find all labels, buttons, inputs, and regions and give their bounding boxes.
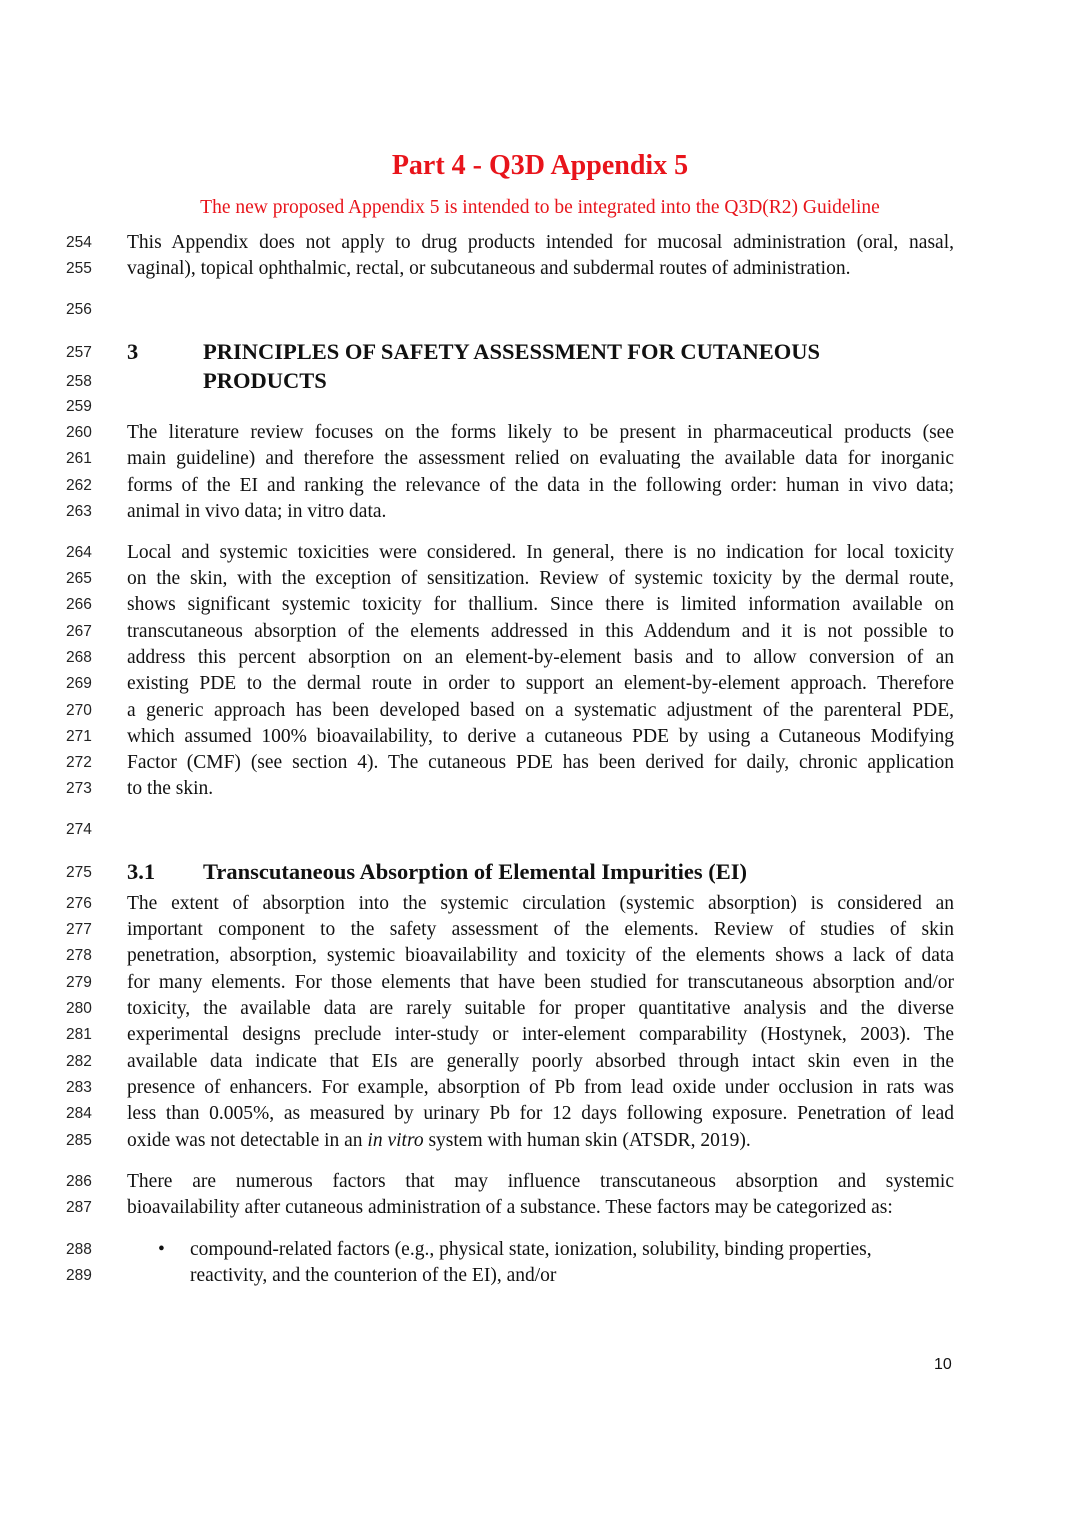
line-number: 289 [66,1267,92,1284]
text-line: penetration, absorption, systemic bioavailability and toxicity of the elements shows a lack of data [127,945,954,966]
line-number: 279 [66,974,92,991]
section-number: 3.1 [127,859,156,884]
line-number: 278 [66,947,92,964]
line-number: 277 [66,921,92,938]
text-run: system with human skin (ATSDR, 2019). [423,1130,751,1151]
line-number: 282 [66,1053,92,1070]
section-title: PRINCIPLES OF SAFETY ASSESSMENT FOR CUTANEOUS [203,339,821,364]
line-number: 260 [66,424,92,441]
text-run: oxide was not detectable in an [127,1130,368,1151]
page-subtitle: The new proposed Appendix 5 is intended to be integrated into the Q3D(R2) Guideline [200,197,880,218]
line-number: 270 [66,702,92,719]
line-number: 259 [66,398,92,415]
line-number: 258 [66,373,92,390]
line-number: 288 [66,1241,92,1258]
text-line: main guideline) and therefore the assessment relied on evaluating the available data for inorganic [127,448,954,469]
line-number: 286 [66,1173,92,1190]
page-number: 10 [934,1356,952,1373]
section-number: 3 [127,339,139,364]
text-line: presence of enhancers. For example, absorption of Pb from lead oxide under occlusion in rats was [127,1077,954,1098]
text-line: existing PDE to the dermal route in order to support an element-by-element approach. Therefore [127,673,954,694]
text-line: Factor (CMF) (see section 4). The cutaneous PDE has been derived for daily, chronic application [127,752,954,773]
line-number: 280 [66,1000,92,1017]
text-line: This Appendix does not apply to drug products intended for mucosal administration (oral, nasal, [127,232,954,253]
text-line: animal in vivo data; in vitro data. [127,501,387,522]
line-number: 283 [66,1079,92,1096]
line-number: 271 [66,728,92,745]
line-number: 265 [66,570,92,587]
line-number: 284 [66,1105,92,1122]
text-line: a generic approach has been developed based on a systematic adjustment of the parenteral PDE, [127,700,954,721]
line-number: 261 [66,450,92,467]
list-item-continued: reactivity, and the counterion of the EI), and/or [190,1265,557,1286]
text-line: The extent of absorption into the systemic circulation (systemic absorption) is considered an [127,893,954,914]
text-line: toxicity, the available data are rarely suitable for proper quantitative analysis and the diverse [127,998,954,1019]
line-number: 255 [66,260,92,277]
text-line: to the skin. [127,778,214,799]
text-line: bioavailability after cutaneous administration of a substance. These factors may be categorized as: [127,1197,893,1218]
line-number: 276 [66,895,92,912]
bullet-icon: • [158,1239,165,1260]
section-title: Transcutaneous Absorption of Elemental Impurities (EI) [203,859,747,884]
line-number: 287 [66,1199,92,1216]
page-title: Part 4 - Q3D Appendix 5 [391,150,689,181]
text-line [127,1128,954,1154]
line-number: 269 [66,675,92,692]
text-line: vaginal), topical ophthalmic, rectal, or subcutaneous and subdermal routes of administration. [127,258,851,279]
line-number: 264 [66,544,92,561]
line-number: 263 [66,503,92,520]
text-line: important component to the safety assessment of the elements. Review of studies of skin [127,919,954,940]
text-line: The literature review focuses on the forms likely to be present in pharmaceutical products (see [127,422,954,443]
line-number: 281 [66,1026,92,1043]
line-number: 274 [66,821,92,838]
text-line: Local and systemic toxicities were considered. In general, there is no indication for local toxicity [127,542,954,563]
text-line: forms of the EI and ranking the relevance of the data in the following order: human in vivo data; [127,475,954,496]
line-number: 262 [66,477,92,494]
text-line: less than 0.005%, as measured by urinary Pb for 12 days following exposure. Penetration of lead [127,1103,954,1124]
text-line: shows significant systemic toxicity for thallium. Since there is limited information available on [127,594,954,615]
list-item: compound-related factors (e.g., physical state, ionization, solubility, binding properties, [190,1239,872,1260]
line-number: 256 [66,301,92,318]
line-number: 275 [66,864,92,881]
text-line: experimental designs preclude inter-study or inter-element comparability (Hostynek, 2003). The [127,1024,954,1045]
italic-text-run: in vitro [367,1130,424,1151]
line-number: 285 [66,1132,92,1149]
text-line: transcutaneous absorption of the elements addressed in this Addendum and it is not possible to [127,621,954,642]
text-line: which assumed 100% bioavailability, to derive a cutaneous PDE by using a Cutaneous Modifying [127,726,954,747]
line-number: 254 [66,234,92,251]
line-number: 273 [66,780,92,797]
text-line: available data indicate that EIs are generally poorly absorbed through intact skin even in the [127,1051,954,1072]
line-number: 257 [66,344,92,361]
line-number: 268 [66,649,92,666]
line-number: 267 [66,623,92,640]
line-number: 266 [66,596,92,613]
text-line: for many elements. For those elements that have been studied for transcutaneous absorption and/or [127,972,954,993]
text-line: address this percent absorption on an element-by-element basis and to allow conversion of an [127,647,954,668]
text-line: There are numerous factors that may influence transcutaneous absorption and systemic [127,1171,954,1192]
text-line: on the skin, with the exception of sensitization. Review of systemic toxicity by the dermal route, [127,568,954,589]
line-number: 272 [66,754,92,771]
section-title-continued: PRODUCTS [203,368,327,393]
